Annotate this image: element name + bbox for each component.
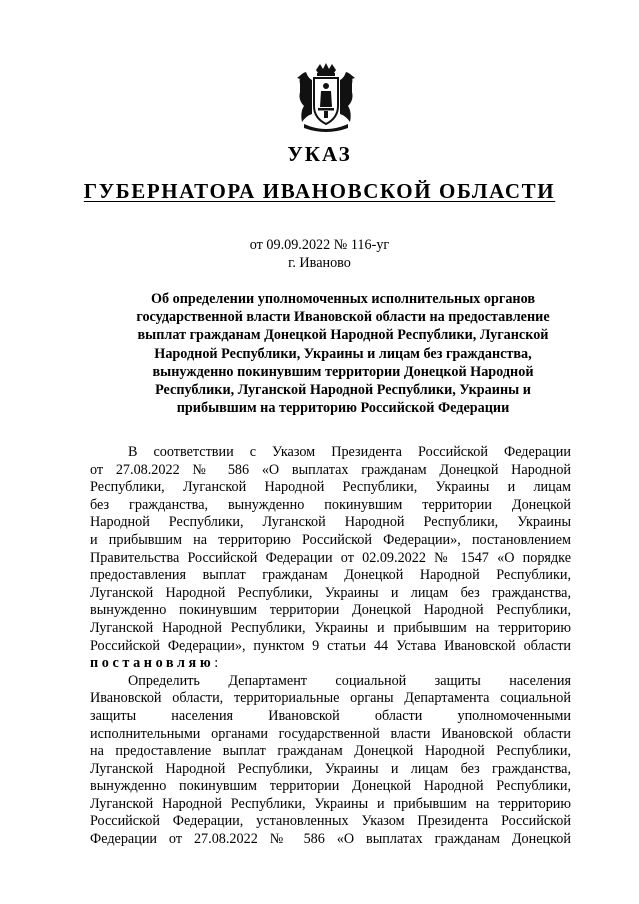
item-line: Федерации от 27.08.2022 № 586 «О выплатах гражданам Донецкой bbox=[90, 831, 571, 848]
subject-line: прибывшим на территорию Российской Федерации bbox=[176, 400, 510, 417]
subject-line: государственной власти Ивановской области на предоставление bbox=[136, 309, 550, 326]
document-body bbox=[90, 444, 571, 849]
preamble-line: вынужденно покинувшим территории Донецкой Народной Республики, bbox=[90, 602, 571, 619]
subject-line: Народной Республики, Украины и лицам без гражданства, bbox=[154, 345, 532, 362]
item-line: Луганской Народной Республики, Украины и лицам без гражданства, bbox=[90, 760, 571, 777]
preamble-line: Российской Федерации», пунктом 9 статьи 44 Устава Ивановской области bbox=[90, 637, 571, 654]
preamble-line: без гражданства, вынужденно покинувшим территории Донецкой bbox=[90, 496, 571, 513]
document-date-number: от 09.09.2022 № 116-уг bbox=[249, 237, 390, 253]
preamble-line: В соответствии с Указом Президента Российской Федерации bbox=[128, 444, 571, 460]
subject-line: Об определении уполномоченных исполнительных органов bbox=[150, 291, 536, 307]
item-line: исполнительными органами государственной власти Ивановской области bbox=[90, 725, 571, 742]
item-line: защиты населения Ивановской области уполномоченными bbox=[90, 707, 571, 724]
preamble-line: Луганской Народной Республики, Украины и лицам без гражданства, bbox=[90, 584, 571, 601]
document-city: г. Иваново bbox=[288, 255, 351, 271]
decree-line bbox=[90, 655, 571, 673]
preamble-line: предоставления выплат гражданам Донецкой Народной Республики, bbox=[90, 567, 571, 584]
preamble-line: Правительства Российской Федерации от 02.09.2022 № 1547 «О порядке bbox=[90, 549, 571, 566]
preamble-line: Республики, Луганской Народной Республики, Украины и лицам bbox=[90, 479, 571, 496]
preamble-line: от 27.08.2022 № 586 «О выплатах гражданам Донецкой Народной bbox=[90, 461, 571, 478]
item-line: на предоставление выплат гражданам Донецкой Народной Республики, bbox=[90, 743, 571, 760]
preamble-line: и прибывшим на территорию Российской Федерации», постановлением bbox=[90, 531, 571, 548]
item-line: Луганской Народной Республики, Украины и прибывшим на территорию bbox=[90, 795, 571, 812]
preamble-line: Луганской Народной Республики, Украины и прибывшим на территорию bbox=[90, 619, 571, 636]
item-line: Ивановской области, территориальные органы Департамента социальной bbox=[90, 690, 571, 707]
document-subject bbox=[108, 290, 578, 417]
document-type-title: УКАЗ bbox=[287, 142, 352, 166]
item-line: Определить Департамент социальной защиты населения bbox=[128, 672, 571, 689]
subject-line: выплат гражданам Донецкой Народной Республики, Луганской bbox=[137, 327, 549, 344]
item-line: вынужденно покинувшим территории Донецкой Народной Республики, bbox=[90, 778, 571, 795]
item-line: Российской Федерации, установленных Указом Президента Российской bbox=[90, 813, 571, 830]
decree-word: постановляю bbox=[90, 655, 215, 672]
subject-line: вынужденно покинувшим территории Донецкой Народной bbox=[152, 363, 534, 380]
subject-line: Республики, Луганской Народной Республики, Украины и bbox=[155, 382, 531, 399]
issuer-title bbox=[0, 178, 639, 204]
ivanovo-coat-of-arms-icon bbox=[294, 62, 358, 134]
preamble-line: Народной Республики, Луганской Народной Республики, Украины bbox=[90, 514, 571, 531]
decree-punct: : bbox=[214, 655, 219, 672]
issuer-title-text: ГУБЕРНАТОРА ИВАНОВСКОЙ ОБЛАСТИ bbox=[83, 179, 556, 203]
